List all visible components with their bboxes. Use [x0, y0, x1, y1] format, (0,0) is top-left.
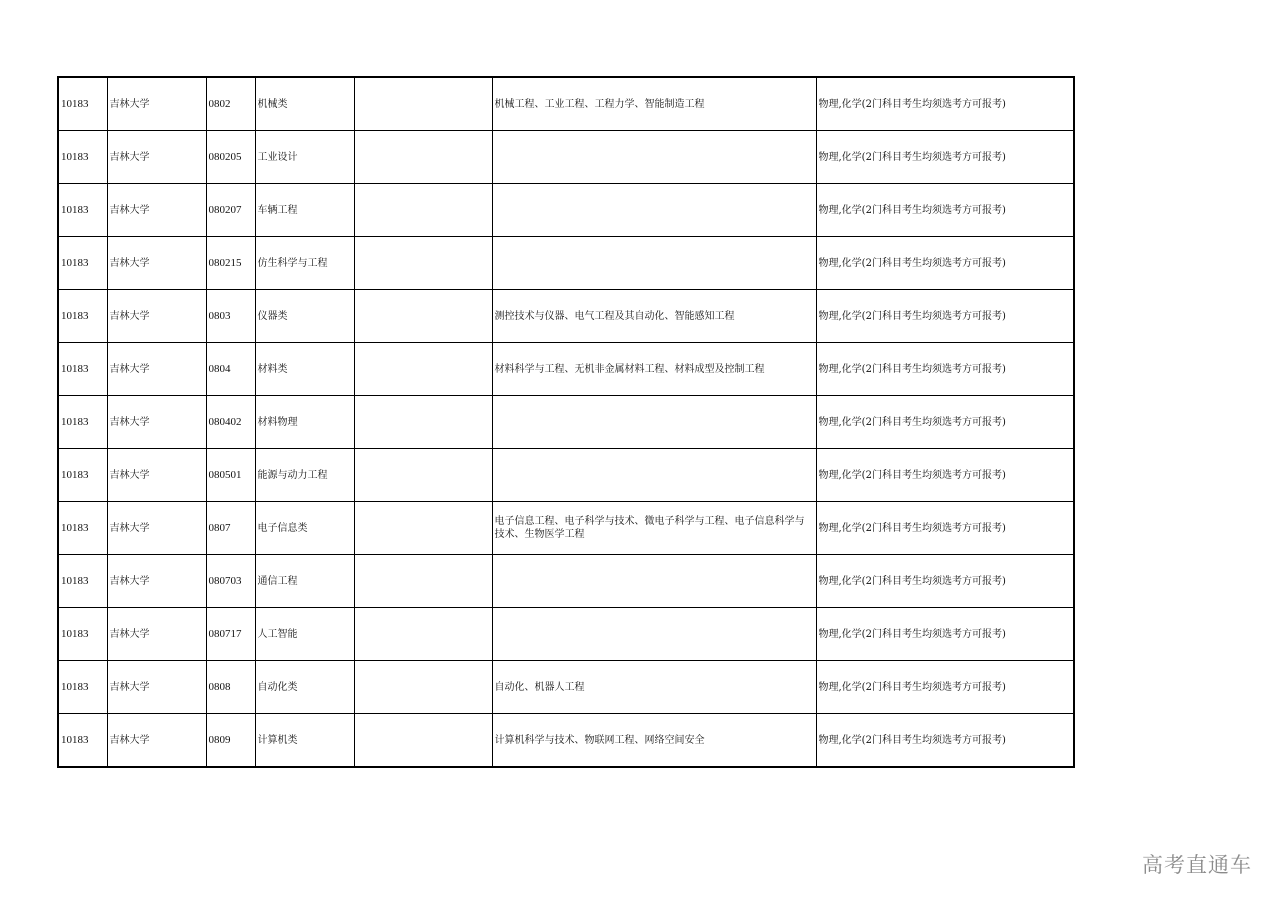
school-name-cell: 吉林大学 [107, 449, 206, 502]
major-code-cell: 080205 [206, 131, 255, 184]
school-name-cell: 吉林大学 [107, 290, 206, 343]
table-row [58, 608, 1074, 661]
subject-requirements-table [57, 76, 1075, 768]
major-name-cell: 材料物理 [255, 396, 354, 449]
major-name-cell: 仪器类 [255, 290, 354, 343]
major-name-cell: 计算机类 [255, 714, 354, 768]
major-name-cell: 能源与动力工程 [255, 449, 354, 502]
included-majors-cell [492, 237, 816, 290]
subject-requirement-cell: 物理,化学(2门科目考生均须选考方可报考) [816, 290, 1074, 343]
subject-requirement-cell: 物理,化学(2门科目考生均须选考方可报考) [816, 502, 1074, 555]
major-name-cell: 通信工程 [255, 555, 354, 608]
note-cell [354, 131, 492, 184]
school-code-cell: 10183 [58, 396, 107, 449]
subject-requirement-cell: 物理,化学(2门科目考生均须选考方可报考) [816, 184, 1074, 237]
table-row [58, 290, 1074, 343]
school-code-cell: 10183 [58, 131, 107, 184]
major-code-cell: 080402 [206, 396, 255, 449]
major-code-cell: 0804 [206, 343, 255, 396]
watermark-logo: 高考直通车 [1142, 853, 1252, 877]
note-cell [354, 608, 492, 661]
table-row [58, 502, 1074, 555]
major-code-cell: 080215 [206, 237, 255, 290]
note-cell [354, 77, 492, 131]
major-name-cell: 工业设计 [255, 131, 354, 184]
note-cell [354, 502, 492, 555]
major-name-cell: 电子信息类 [255, 502, 354, 555]
school-code-cell: 10183 [58, 449, 107, 502]
note-cell [354, 184, 492, 237]
subject-requirement-cell: 物理,化学(2门科目考生均须选考方可报考) [816, 608, 1074, 661]
note-cell [354, 290, 492, 343]
included-majors-cell [492, 396, 816, 449]
major-name-cell: 材料类 [255, 343, 354, 396]
subject-requirement-cell: 物理,化学(2门科目考生均须选考方可报考) [816, 449, 1074, 502]
table-row [58, 343, 1074, 396]
subject-requirement-cell: 物理,化学(2门科目考生均须选考方可报考) [816, 661, 1074, 714]
major-name-cell: 人工智能 [255, 608, 354, 661]
major-name-cell: 车辆工程 [255, 184, 354, 237]
note-cell [354, 343, 492, 396]
school-name-cell: 吉林大学 [107, 343, 206, 396]
subject-requirement-cell: 物理,化学(2门科目考生均须选考方可报考) [816, 77, 1074, 131]
table-row [58, 661, 1074, 714]
table-row [58, 449, 1074, 502]
school-name-cell: 吉林大学 [107, 77, 206, 131]
subject-requirement-cell: 物理,化学(2门科目考生均须选考方可报考) [816, 714, 1074, 768]
table-row [58, 555, 1074, 608]
school-name-cell: 吉林大学 [107, 555, 206, 608]
school-name-cell: 吉林大学 [107, 396, 206, 449]
note-cell [354, 449, 492, 502]
school-name-cell: 吉林大学 [107, 502, 206, 555]
note-cell [354, 714, 492, 768]
table-row [58, 131, 1074, 184]
table-row [58, 77, 1074, 131]
school-name-cell: 吉林大学 [107, 237, 206, 290]
school-name-cell: 吉林大学 [107, 131, 206, 184]
subject-requirement-cell: 物理,化学(2门科目考生均须选考方可报考) [816, 343, 1074, 396]
included-majors-cell [492, 131, 816, 184]
table-row [58, 396, 1074, 449]
major-name-cell: 仿生科学与工程 [255, 237, 354, 290]
table-row [58, 184, 1074, 237]
major-code-cell: 0808 [206, 661, 255, 714]
table-row [58, 714, 1074, 768]
major-code-cell: 080717 [206, 608, 255, 661]
included-majors-cell [492, 184, 816, 237]
subject-requirement-cell: 物理,化学(2门科目考生均须选考方可报考) [816, 237, 1074, 290]
school-code-cell: 10183 [58, 714, 107, 768]
school-code-cell: 10183 [58, 608, 107, 661]
school-name-cell: 吉林大学 [107, 661, 206, 714]
major-code-cell: 0807 [206, 502, 255, 555]
major-code-cell: 080207 [206, 184, 255, 237]
note-cell [354, 237, 492, 290]
included-majors-cell [492, 555, 816, 608]
note-cell [354, 555, 492, 608]
included-majors-cell [492, 608, 816, 661]
school-code-cell: 10183 [58, 77, 107, 131]
included-majors-cell: 计算机科学与技术、物联网工程、网络空间安全 [492, 714, 816, 768]
subject-requirement-cell: 物理,化学(2门科目考生均须选考方可报考) [816, 555, 1074, 608]
school-code-cell: 10183 [58, 555, 107, 608]
included-majors-cell: 测控技术与仪器、电气工程及其自动化、智能感知工程 [492, 290, 816, 343]
school-code-cell: 10183 [58, 343, 107, 396]
school-code-cell: 10183 [58, 661, 107, 714]
subject-requirement-cell: 物理,化学(2门科目考生均须选考方可报考) [816, 131, 1074, 184]
school-name-cell: 吉林大学 [107, 184, 206, 237]
major-code-cell: 0809 [206, 714, 255, 768]
included-majors-cell: 自动化、机器人工程 [492, 661, 816, 714]
school-code-cell: 10183 [58, 184, 107, 237]
subject-requirement-cell: 物理,化学(2门科目考生均须选考方可报考) [816, 396, 1074, 449]
note-cell [354, 396, 492, 449]
major-code-cell: 080703 [206, 555, 255, 608]
school-code-cell: 10183 [58, 237, 107, 290]
included-majors-cell [492, 449, 816, 502]
school-name-cell: 吉林大学 [107, 608, 206, 661]
major-code-cell: 0802 [206, 77, 255, 131]
school-code-cell: 10183 [58, 290, 107, 343]
major-code-cell: 080501 [206, 449, 255, 502]
school-name-cell: 吉林大学 [107, 714, 206, 768]
major-name-cell: 自动化类 [255, 661, 354, 714]
major-code-cell: 0803 [206, 290, 255, 343]
note-cell [354, 661, 492, 714]
included-majors-cell: 材料科学与工程、无机非金属材料工程、材料成型及控制工程 [492, 343, 816, 396]
school-code-cell: 10183 [58, 502, 107, 555]
table-row [58, 237, 1074, 290]
included-majors-cell: 电子信息工程、电子科学与技术、微电子科学与工程、电子信息科学与技术、生物医学工程 [492, 502, 816, 555]
major-name-cell: 机械类 [255, 77, 354, 131]
included-majors-cell: 机械工程、工业工程、工程力学、智能制造工程 [492, 77, 816, 131]
